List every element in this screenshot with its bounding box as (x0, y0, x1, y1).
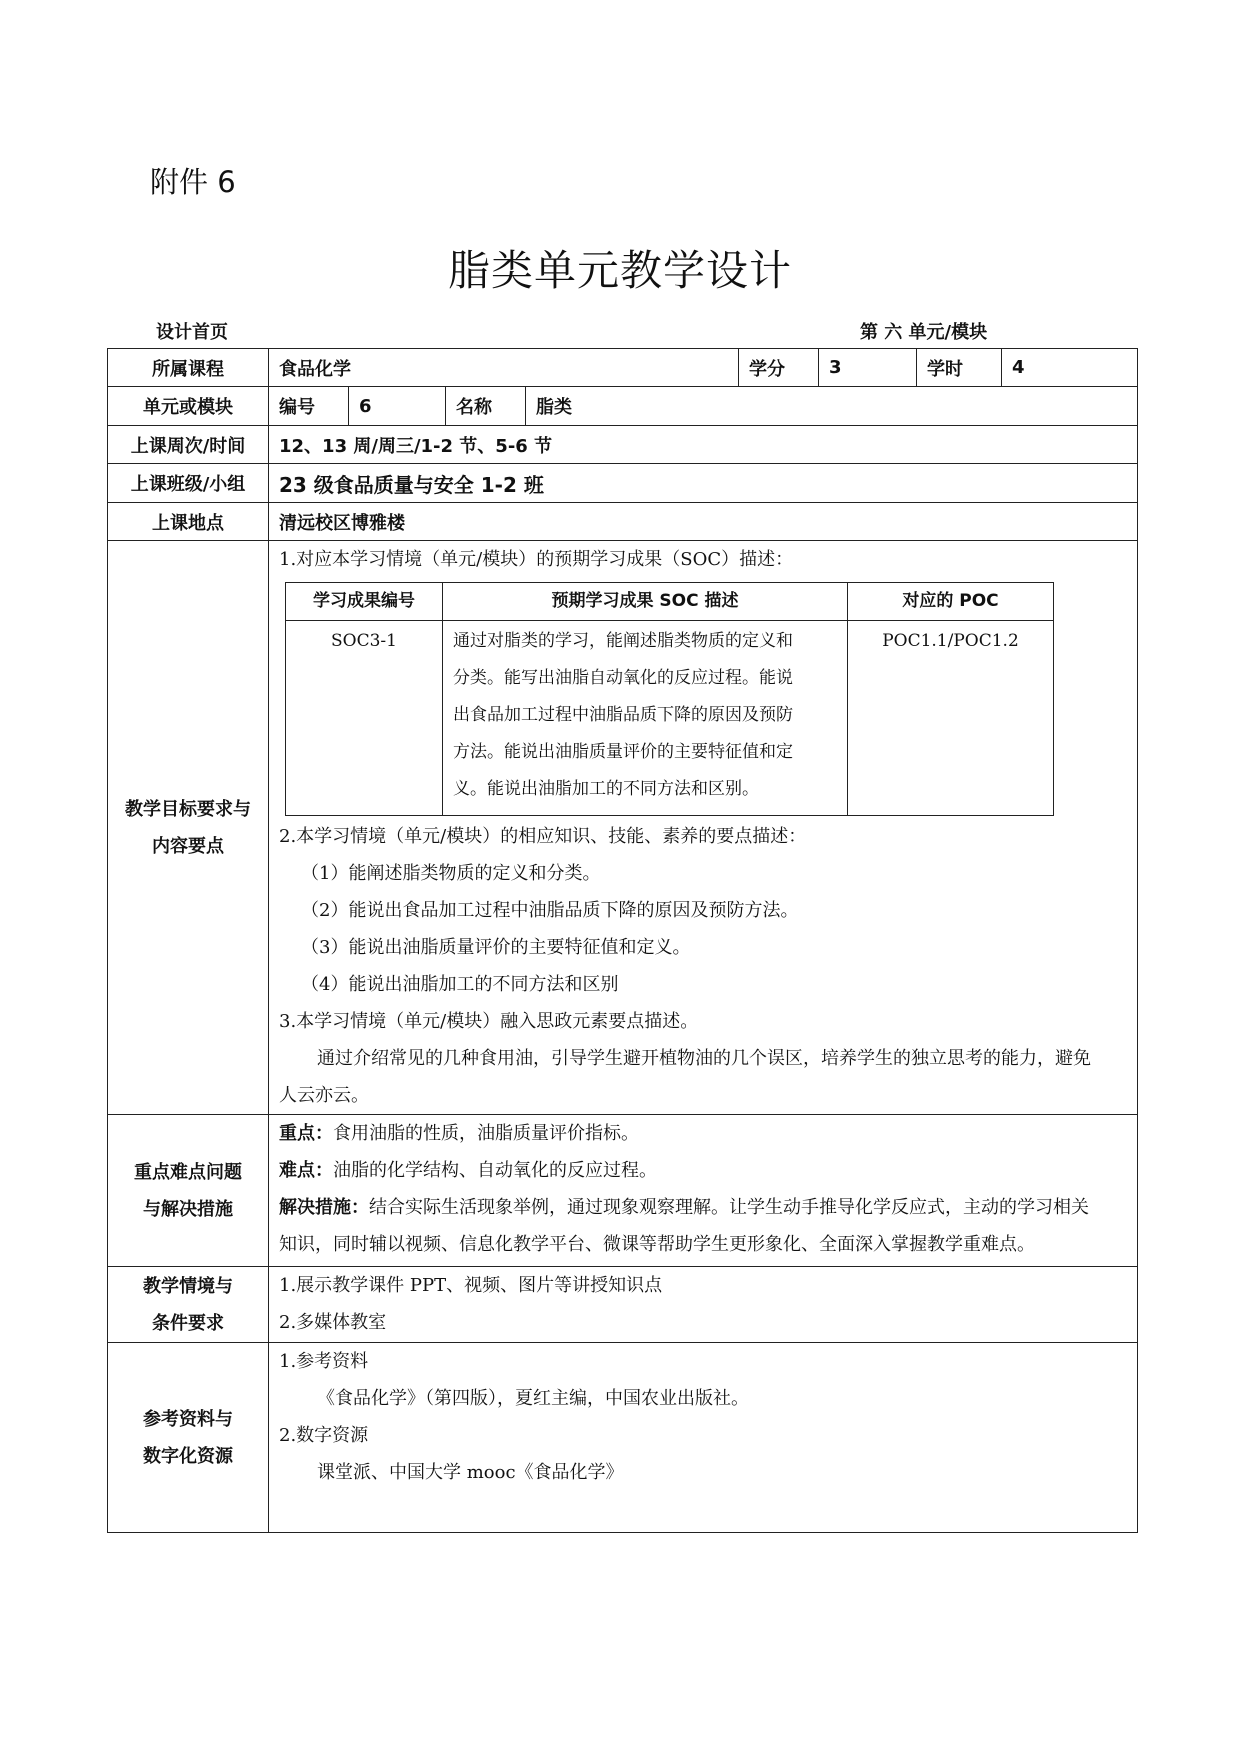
keypoints-content (269, 1115, 1138, 1267)
conditions-content (269, 1267, 1138, 1343)
measures-line (279, 1189, 1127, 1226)
soc-section-title: 1.对应本学习情境（单元/模块）的预期学习成果（SOC）描述： (279, 549, 794, 570)
class-row (108, 464, 1138, 503)
credit-label: 学分 (739, 349, 819, 387)
resources-label-line2: 数字化资源 (143, 1445, 233, 1467)
soc-desc-line: 出食品加工过程中油脂品质下降的原因及预防 (453, 705, 793, 725)
keypoints-label-line1: 重点难点问题 (134, 1161, 242, 1183)
objectives-row (108, 541, 1138, 1115)
measures-text: 结合实际生活现象举例，通过现象观察理解。让学生动手推导化学反应式，主动的学习相关 (369, 1197, 1089, 1218)
page-title: 脂类单元教学设计 (447, 246, 792, 295)
unit-label: 单元或模块 (108, 387, 269, 426)
unit-number-label: 编号 (269, 387, 349, 426)
course-label: 所属课程 (108, 349, 269, 387)
soc-table (285, 582, 1054, 816)
skill-item: （3）能说出油脂质量评价的主要特征值和定义。 (301, 937, 691, 958)
design-homepage-label: 设计首页 (156, 322, 228, 343)
credit-value: 3 (819, 349, 917, 387)
soc-desc-line: 义。能说出油脂加工的不同方法和区别。 (453, 779, 759, 799)
condition-item: 2.多媒体教室 (279, 1312, 387, 1333)
ideology-section-title: 3.本学习情境（单元/模块）融入思政元素要点描述。 (279, 1011, 699, 1032)
unit-row (108, 387, 1138, 426)
soc-poc: POC1.1/POC1.2 (848, 621, 1054, 816)
focus-line (279, 1115, 1127, 1152)
soc-header-desc: 预期学习成果 SOC 描述 (443, 583, 848, 621)
schedule-label: 上课周次/时间 (108, 426, 269, 464)
objectives-content (269, 541, 1138, 1115)
focus-text: 食用油脂的性质，油脂质量评价指标。 (333, 1123, 639, 1144)
ideology-text-line: 人云亦云。 (279, 1085, 369, 1106)
location-label: 上课地点 (108, 503, 269, 541)
location-value: 清远校区博雅楼 (269, 503, 1138, 541)
conditions-label-line2: 条件要求 (152, 1312, 224, 1334)
focus-label: 重点： (279, 1123, 333, 1144)
difficulty-line (279, 1152, 1127, 1189)
hours-value: 4 (1002, 349, 1138, 387)
reference-title: 1.参考资料 (279, 1351, 369, 1372)
objectives-label (108, 541, 269, 1115)
class-value: 23 级食品质量与安全 1-2 班 (269, 464, 1138, 503)
measures-label: 解决措施： (279, 1197, 369, 1218)
keypoints-label (108, 1115, 269, 1267)
soc-description (443, 621, 848, 816)
soc-header-row (286, 583, 1054, 621)
schedule-row (108, 426, 1138, 464)
conditions-label (108, 1267, 269, 1343)
schedule-value: 12、13 周/周三/1-2 节、5-6 节 (269, 426, 1138, 464)
digital-title: 2.数字资源 (279, 1425, 369, 1446)
resources-row (108, 1343, 1138, 1533)
reference-item: 《食品化学》（第四版），夏红主编，中国农业出版社。 (317, 1388, 749, 1409)
soc-header-poc: 对应的 POC (848, 583, 1054, 621)
soc-desc-line: 通过对脂类的学习，能阐述脂类物质的定义和 (453, 631, 793, 651)
soc-header-code: 学习成果编号 (286, 583, 443, 621)
design-table (107, 348, 1138, 1533)
keypoints-label-line2: 与解决措施 (143, 1198, 233, 1220)
class-label: 上课班级/小组 (108, 464, 269, 503)
unit-name-value: 脂类 (526, 387, 1138, 426)
hours-label: 学时 (917, 349, 1002, 387)
difficulty-text: 油脂的化学结构、自动氧化的反应过程。 (333, 1160, 657, 1181)
location-row (108, 503, 1138, 541)
skill-item: （2）能说出食品加工过程中油脂品质下降的原因及预防方法。 (301, 900, 799, 921)
unit-number-label: 第 六 单元/模块 (860, 322, 988, 343)
keypoints-row (108, 1115, 1138, 1267)
conditions-label-line1: 教学情境与 (143, 1275, 233, 1297)
unit-name-label: 名称 (446, 387, 526, 426)
skills-section-title: 2.本学习情境（单元/模块）的相应知识、技能、素养的要点描述： (279, 826, 807, 847)
resources-label (108, 1343, 269, 1533)
resources-label-line1: 参考资料与 (143, 1408, 233, 1430)
soc-code: SOC3-1 (286, 621, 443, 816)
difficulty-label: 难点： (279, 1160, 333, 1181)
skill-item: （4）能说出油脂加工的不同方法和区别 (301, 974, 619, 995)
resources-content (269, 1343, 1138, 1533)
course-value: 食品化学 (269, 349, 739, 387)
objectives-label-line2: 内容要点 (152, 835, 224, 857)
objectives-label-line1: 教学目标要求与 (125, 798, 251, 820)
digital-item: 课堂派、中国大学 mooc《食品化学》 (317, 1462, 624, 1483)
soc-desc-line: 分类。能写出油脂自动氧化的反应过程。能说 (453, 668, 793, 688)
soc-data-row (286, 621, 1054, 816)
attachment-label: 附件 6 (150, 165, 236, 199)
condition-item: 1.展示教学课件 PPT、视频、图片等讲授知识点 (279, 1275, 663, 1296)
measures-line-2: 知识，同时辅以视频、信息化教学平台、微课等帮助学生更形象化、全面深入掌握教学重难点。 (279, 1234, 1035, 1255)
soc-desc-line: 方法。能说出油脂质量评价的主要特征值和定 (453, 742, 793, 762)
ideology-text-line: 通过介绍常见的几种食用油，引导学生避开植物油的几个误区，培养学生的独立思考的能力，避免 (317, 1048, 1091, 1069)
conditions-row (108, 1267, 1138, 1343)
course-row (108, 349, 1138, 387)
skill-item: （1）能阐述脂类物质的定义和分类。 (301, 863, 601, 884)
unit-number-value: 6 (349, 387, 446, 426)
